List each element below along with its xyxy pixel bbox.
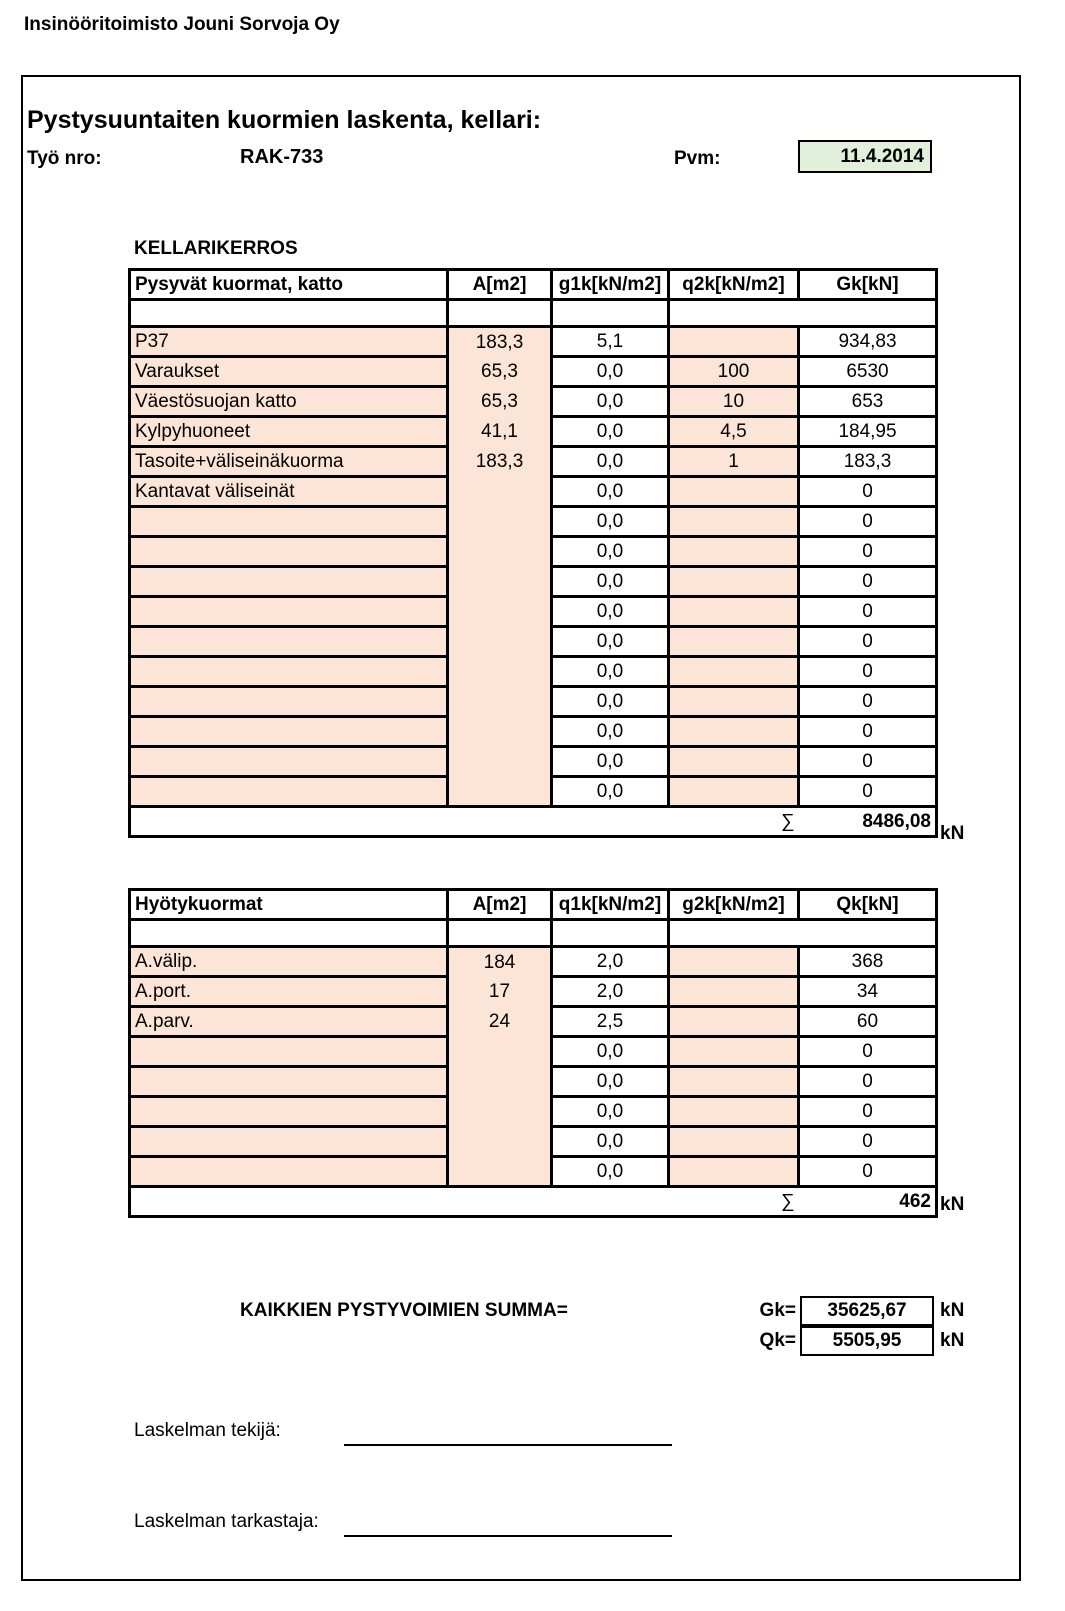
gk-total: 35625,67 [800, 1296, 934, 1326]
table-cell[interactable] [448, 1127, 552, 1157]
live-sum-unit: kN [940, 1194, 965, 1215]
table-cell[interactable]: 2,5 [552, 1007, 669, 1037]
table-cell[interactable] [669, 1157, 799, 1187]
qk-total: 5505,95 [800, 1326, 934, 1356]
work-number-value: RAK-733 [240, 146, 324, 168]
table-cell[interactable]: 0,0 [552, 1157, 669, 1187]
table-cell[interactable]: 6530 [799, 357, 937, 387]
table-cell[interactable]: 368 [799, 947, 937, 977]
table-cell[interactable] [669, 1067, 799, 1097]
table-cell[interactable]: 0 [799, 1127, 937, 1157]
spacer-cell [799, 300, 937, 327]
column-header: Qk[kN] [799, 890, 937, 920]
table-cell[interactable] [669, 327, 799, 357]
table-cell[interactable]: 41,1 [448, 417, 552, 447]
table-cell[interactable]: Kantavat väliseinät [130, 477, 448, 507]
sum-symbol: ∑ [130, 1187, 799, 1217]
table-cell[interactable] [448, 567, 552, 597]
permanent-load-row [130, 747, 937, 777]
spacer-cell [669, 920, 799, 947]
date-field[interactable]: 11.4.2014 [798, 140, 932, 173]
column-header: Pysyvät kuormat, katto [130, 270, 448, 300]
company-name: Insinööritoimisto Jouni Sorvoja Oy [24, 14, 340, 35]
table-cell[interactable]: 4,5 [669, 417, 799, 447]
table-cell[interactable]: 10 [669, 387, 799, 417]
table-cell[interactable]: 0,0 [552, 777, 669, 807]
table-cell[interactable]: A.välip. [130, 947, 448, 977]
table-cell[interactable]: 0,0 [552, 1127, 669, 1157]
table-cell[interactable] [130, 507, 448, 537]
table-cell[interactable]: 934,83 [799, 327, 937, 357]
table-cell[interactable]: 0,0 [552, 597, 669, 627]
table-cell[interactable] [130, 687, 448, 717]
table-cell[interactable] [669, 1097, 799, 1127]
table-cell[interactable]: 24 [448, 1007, 552, 1037]
table-cell[interactable]: A.port. [130, 977, 448, 1007]
table-cell[interactable] [448, 507, 552, 537]
column-header: A[m2] [448, 270, 552, 300]
permanent-loads-table [128, 268, 938, 838]
column-header: g1k[kN/m2] [552, 270, 669, 300]
author-signature-line[interactable] [344, 1444, 672, 1446]
table-cell[interactable]: 0 [799, 567, 937, 597]
table-cell[interactable]: 183,3 [448, 327, 552, 357]
table-cell[interactable]: 0,0 [552, 1037, 669, 1067]
table-cell[interactable] [669, 687, 799, 717]
permanent-load-row [130, 327, 937, 357]
table-cell[interactable]: 184,95 [799, 417, 937, 447]
table-cell[interactable]: 0 [799, 777, 937, 807]
sum-value: 462 [799, 1187, 937, 1217]
table-cell[interactable] [448, 1157, 552, 1187]
section-title: KELLARIKERROS [134, 238, 298, 259]
table-cell[interactable]: 0 [799, 657, 937, 687]
table-cell[interactable] [669, 477, 799, 507]
table-cell[interactable]: 0,0 [552, 507, 669, 537]
table-cell[interactable] [130, 657, 448, 687]
spacer-cell [130, 920, 448, 947]
table-cell[interactable]: 60 [799, 1007, 937, 1037]
table-cell[interactable]: 0 [799, 1157, 937, 1187]
permanent-load-row [130, 657, 937, 687]
column-header: Hyötykuormat [130, 890, 448, 920]
spacer-cell [552, 300, 669, 327]
table-cell[interactable]: 0,0 [552, 687, 669, 717]
table-cell[interactable] [448, 777, 552, 807]
column-header: q1k[kN/m2] [552, 890, 669, 920]
checker-signature-line[interactable] [344, 1535, 672, 1537]
table-cell[interactable]: 0 [799, 1097, 937, 1127]
author-label: Laskelman tekijä: [134, 1420, 281, 1441]
table-cell[interactable] [669, 777, 799, 807]
permanent-load-row [130, 507, 937, 537]
table-cell[interactable] [448, 1037, 552, 1067]
table-cell[interactable]: 0,0 [552, 477, 669, 507]
spacer-cell [130, 300, 448, 327]
table-cell[interactable]: 34 [799, 977, 937, 1007]
table-cell[interactable] [669, 507, 799, 537]
table-cell[interactable]: 0,0 [552, 567, 669, 597]
table-cell[interactable] [130, 777, 448, 807]
table-cell[interactable]: Tasoite+väliseinäkuorma [130, 447, 448, 477]
table-cell[interactable]: 0,0 [552, 717, 669, 747]
table-cell[interactable] [669, 1127, 799, 1157]
table-cell[interactable]: 0,0 [552, 747, 669, 777]
table-cell[interactable]: 0 [799, 1067, 937, 1097]
gk-label: Gk= [759, 1300, 796, 1321]
sum-symbol: ∑ [130, 807, 799, 837]
permanent-load-row [130, 477, 937, 507]
table-cell[interactable]: 183,3 [448, 447, 552, 477]
table-cell[interactable]: 65,3 [448, 357, 552, 387]
live-loads-table [128, 888, 938, 1218]
table-cell[interactable] [669, 567, 799, 597]
table-cell[interactable] [448, 747, 552, 777]
table-cell[interactable]: 0,0 [552, 1097, 669, 1127]
table-cell[interactable] [669, 747, 799, 777]
table-cell[interactable] [448, 1097, 552, 1127]
table-cell[interactable] [669, 657, 799, 687]
table-cell[interactable] [448, 717, 552, 747]
table-cell[interactable] [669, 1007, 799, 1037]
table-cell[interactable] [669, 947, 799, 977]
column-header: Gk[kN] [799, 270, 937, 300]
table-cell[interactable]: 0,0 [552, 537, 669, 567]
table-cell[interactable]: 0 [799, 747, 937, 777]
total-label: KAIKKIEN PYSTYVOIMIEN SUMMA= [240, 1300, 568, 1321]
table-cell[interactable]: 0 [799, 597, 937, 627]
table-cell[interactable]: 0,0 [552, 1067, 669, 1097]
live-load-row [130, 1097, 937, 1127]
table-cell[interactable]: 0,0 [552, 627, 669, 657]
table-cell[interactable] [130, 567, 448, 597]
table-cell[interactable] [669, 537, 799, 567]
checker-label: Laskelman tarkastaja: [134, 1511, 319, 1532]
table-cell[interactable]: Kylpyhuoneet [130, 417, 448, 447]
table-cell[interactable] [130, 537, 448, 567]
table-cell[interactable] [130, 1157, 448, 1187]
table-cell[interactable]: 0,0 [552, 447, 669, 477]
table-cell[interactable] [130, 747, 448, 777]
table-cell[interactable]: 0,0 [552, 357, 669, 387]
table-cell[interactable] [130, 1097, 448, 1127]
permanent-load-row [130, 537, 937, 567]
table-cell[interactable]: 2,0 [552, 947, 669, 977]
table-cell[interactable] [130, 627, 448, 657]
table-cell[interactable]: 184 [448, 947, 552, 977]
table-cell[interactable] [448, 1067, 552, 1097]
table-cell[interactable]: Varaukset [130, 357, 448, 387]
permanent-sum-unit: kN [940, 823, 965, 844]
table-cell[interactable]: 0,0 [552, 417, 669, 447]
table-cell[interactable] [669, 1037, 799, 1067]
gk-unit: kN [940, 1300, 965, 1321]
table-cell[interactable]: 65,3 [448, 387, 552, 417]
spacer-cell [448, 920, 552, 947]
table-cell[interactable]: 5,1 [552, 327, 669, 357]
table-cell[interactable]: 0 [799, 537, 937, 567]
permanent-load-row [130, 417, 937, 447]
qk-label: Qk= [759, 1330, 796, 1351]
permanent-load-row [130, 597, 937, 627]
table-cell[interactable]: 0,0 [552, 387, 669, 417]
table-cell[interactable]: P37 [130, 327, 448, 357]
permanent-load-row [130, 567, 937, 597]
page-title: Pystysuuntaiten kuormien laskenta, kellari: [27, 106, 542, 134]
permanent-load-row [130, 777, 937, 807]
table-cell[interactable] [448, 657, 552, 687]
permanent-load-row [130, 387, 937, 417]
permanent-load-row [130, 687, 937, 717]
table-cell[interactable]: 0 [799, 477, 937, 507]
table-cell[interactable] [130, 717, 448, 747]
spacer-cell [448, 300, 552, 327]
table-cell[interactable]: 0,0 [552, 657, 669, 687]
column-header: q2k[kN/m2] [669, 270, 799, 300]
table-cell[interactable]: 0 [799, 507, 937, 537]
table-cell[interactable] [448, 627, 552, 657]
table-cell[interactable]: 17 [448, 977, 552, 1007]
table-cell[interactable]: 0 [799, 687, 937, 717]
spacer-cell [799, 920, 937, 947]
live-load-row [130, 1037, 937, 1067]
live-load-row [130, 947, 937, 977]
table-cell[interactable] [669, 627, 799, 657]
permanent-load-row [130, 447, 937, 477]
column-header: A[m2] [448, 890, 552, 920]
qk-unit: kN [940, 1330, 965, 1351]
table-cell[interactable]: 1 [669, 447, 799, 477]
permanent-load-row [130, 627, 937, 657]
table-cell[interactable]: 653 [799, 387, 937, 417]
permanent-load-row [130, 357, 937, 387]
table-cell[interactable]: 0 [799, 717, 937, 747]
live-load-row [130, 977, 937, 1007]
table-cell[interactable] [130, 1037, 448, 1067]
table-cell[interactable] [448, 477, 552, 507]
table-cell[interactable]: 0 [799, 1037, 937, 1067]
table-cell[interactable] [448, 597, 552, 627]
work-number-label: Työ nro: [27, 148, 102, 169]
table-cell[interactable] [130, 1067, 448, 1097]
table-cell[interactable]: 100 [669, 357, 799, 387]
table-cell[interactable]: 0 [799, 627, 937, 657]
table-cell[interactable]: 183,3 [799, 447, 937, 477]
date-label: Pvm: [674, 148, 721, 169]
live-load-row [130, 1127, 937, 1157]
table-cell[interactable] [669, 597, 799, 627]
live-load-row [130, 1007, 937, 1037]
table-cell[interactable] [669, 717, 799, 747]
spacer-cell [552, 920, 669, 947]
table-cell[interactable] [448, 537, 552, 567]
table-cell[interactable]: 2,0 [552, 977, 669, 1007]
table-cell[interactable]: Väestösuojan katto [130, 387, 448, 417]
permanent-load-row [130, 717, 937, 747]
table-cell[interactable]: A.parv. [130, 1007, 448, 1037]
live-load-row [130, 1157, 937, 1187]
spacer-cell [669, 300, 799, 327]
table-cell[interactable] [130, 597, 448, 627]
sum-value: 8486,08 [799, 807, 937, 837]
table-cell[interactable] [130, 1127, 448, 1157]
live-load-row [130, 1067, 937, 1097]
column-header: g2k[kN/m2] [669, 890, 799, 920]
table-cell[interactable] [669, 977, 799, 1007]
table-cell[interactable] [448, 687, 552, 717]
